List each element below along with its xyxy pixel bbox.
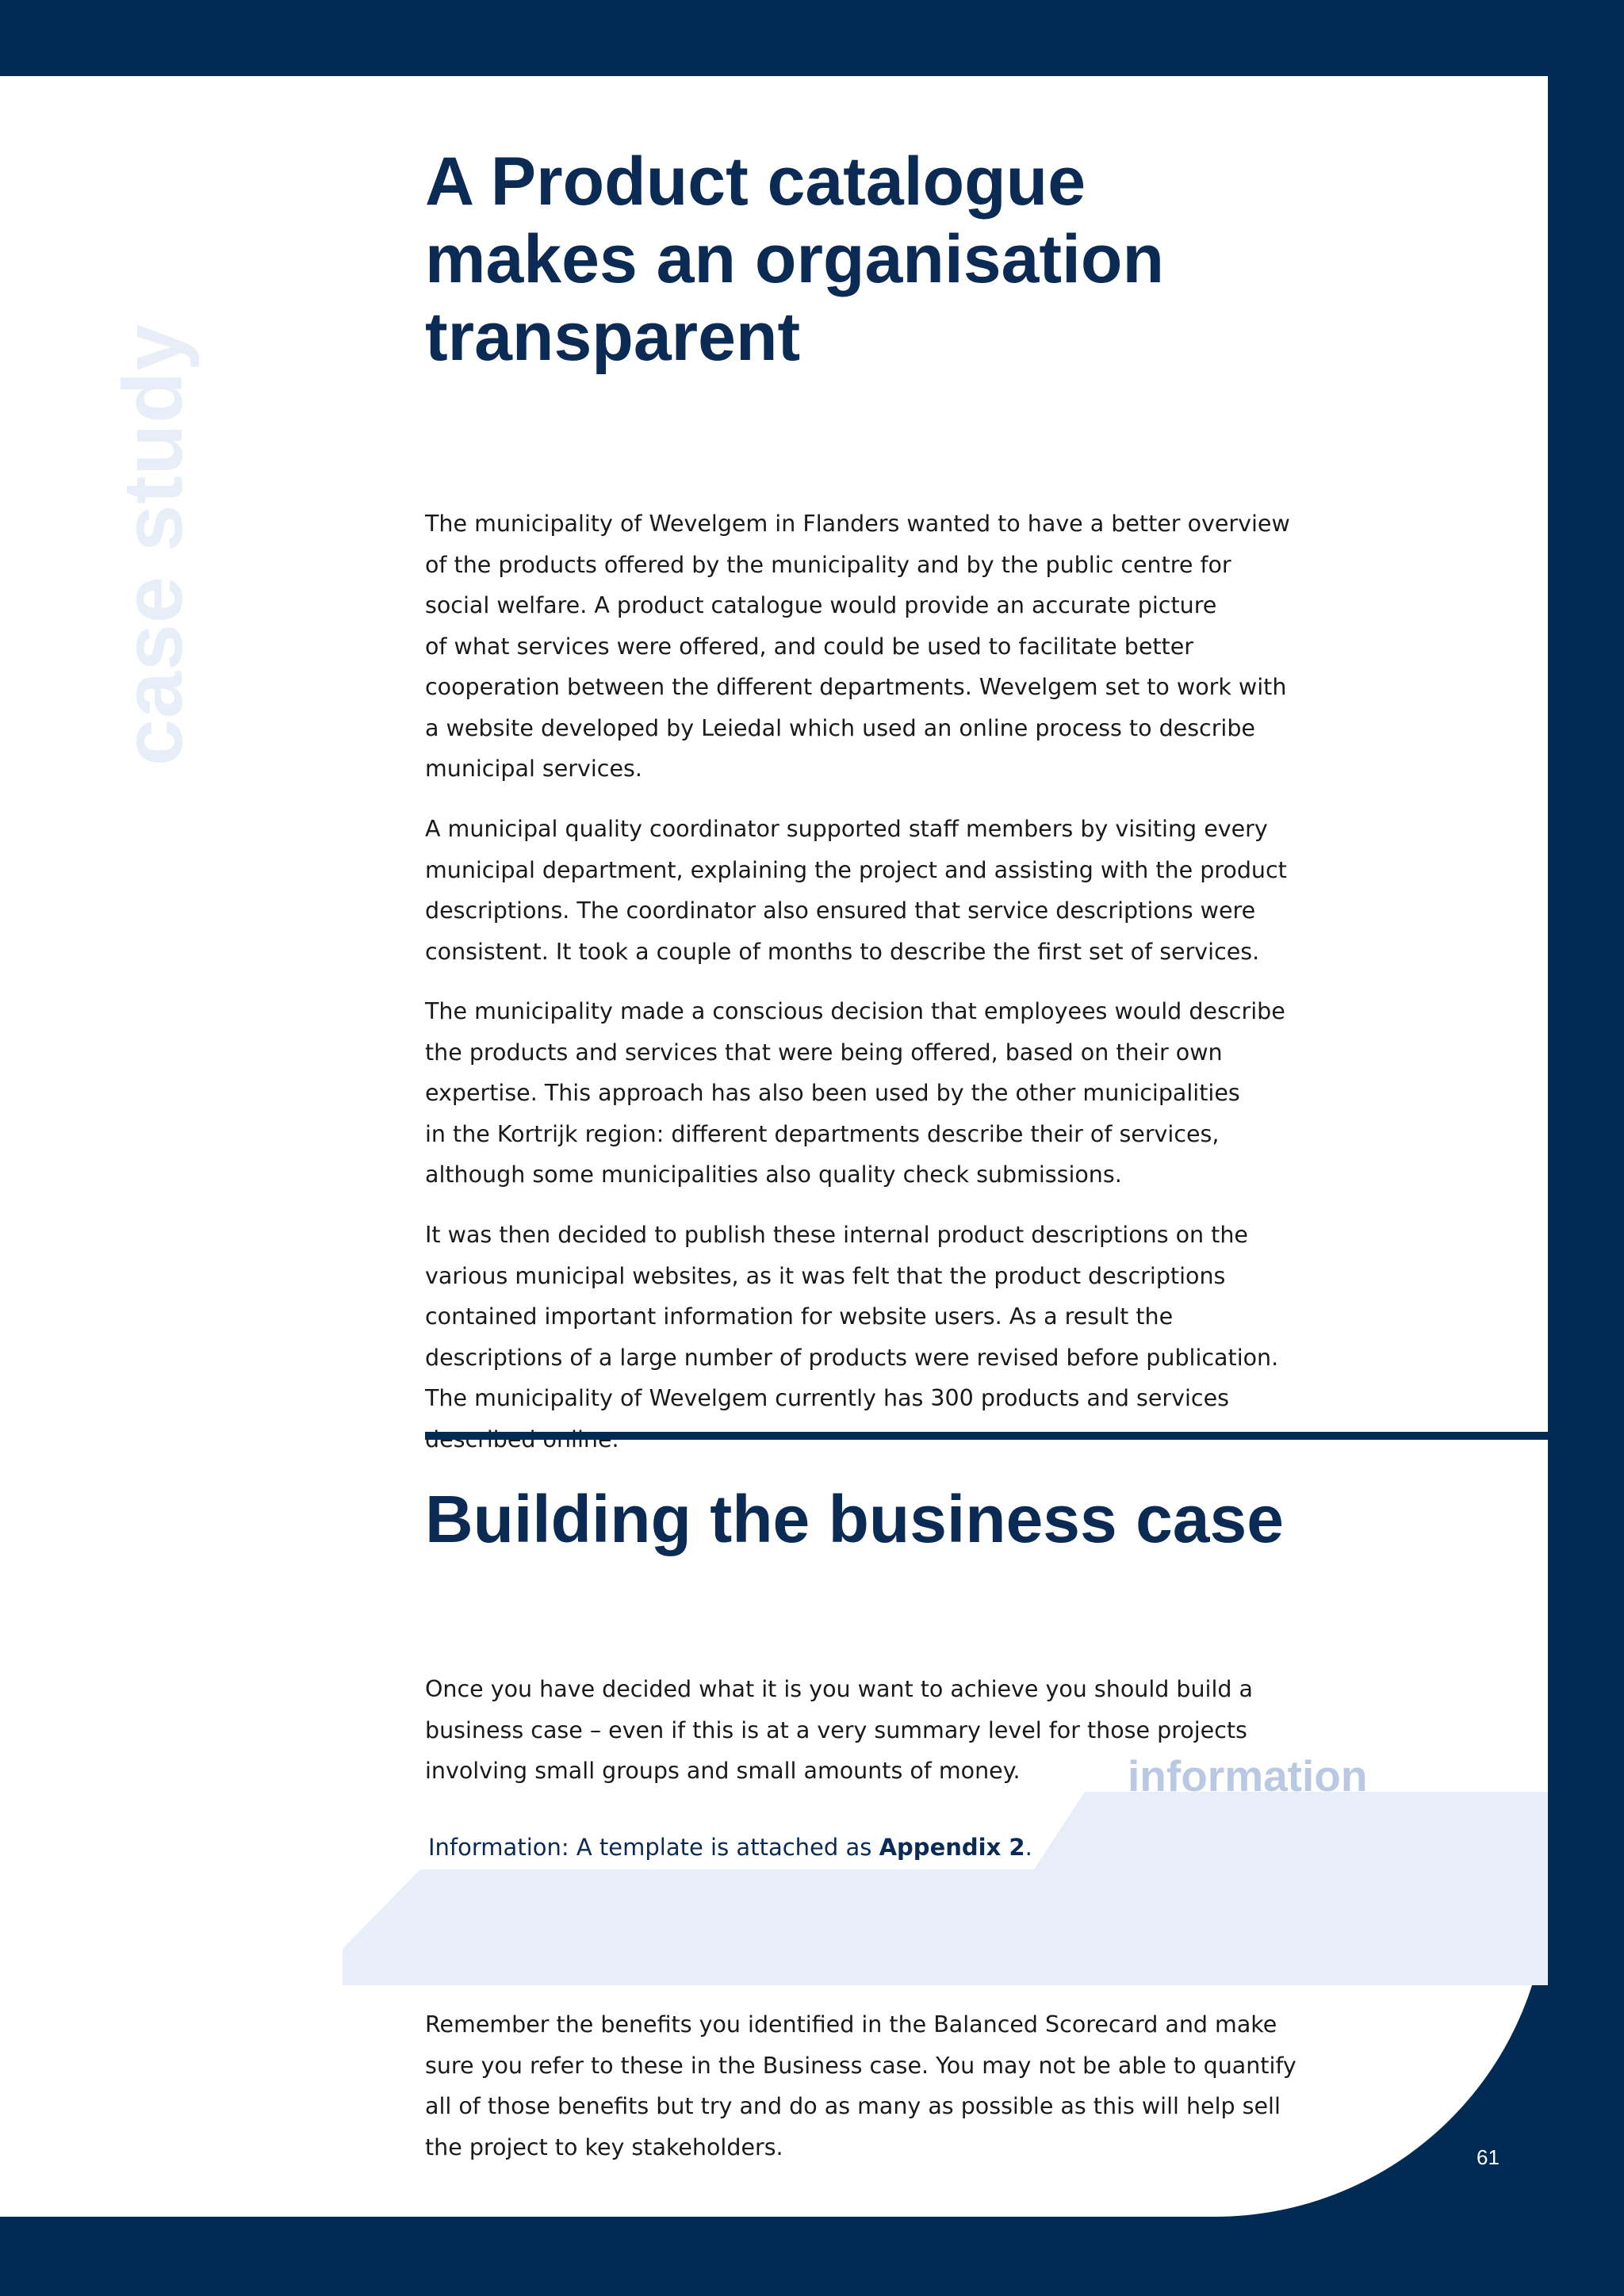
title-line: transparent: [425, 299, 801, 375]
info-box-text: [428, 1831, 1032, 1863]
text-line: in the Kortrijk region: different departments describe their of services,: [425, 1120, 1220, 1147]
bottom-band: [0, 2217, 1624, 2296]
title-line: makes an organisation: [425, 221, 1164, 297]
text-line: the project to key stakeholders.: [425, 2133, 783, 2160]
text-line: of what services were offered, and could be used to facilitate better: [425, 633, 1193, 660]
text-line: descriptions of a large number of products were revised before publication.: [425, 1344, 1279, 1371]
business-case-heading: Building the business case: [425, 1482, 1284, 1556]
text-line: all of those benefits but try and do as many as possible as this will help sell: [425, 2093, 1281, 2119]
text-line: of the products offered by the municipality and by the public centre for: [425, 551, 1231, 578]
text-line: the products and services that were being offered, based on their own: [425, 1039, 1223, 1066]
text-line: municipal services.: [425, 756, 642, 782]
text-line: involving small groups and small amounts of money.: [425, 1758, 1021, 1784]
text-line: sure you refer to these in the Business case. You may not be able to quantify: [425, 2052, 1297, 2079]
text-line: municipal department, explaining the project and assisting with the product: [425, 856, 1287, 883]
information-tab-label: information: [1128, 1751, 1368, 1800]
text-line: expertise. This approach has also been used by the other municipalities: [425, 1080, 1240, 1106]
text-line: business case – even if this is at a very summary level for those projects: [425, 1716, 1247, 1743]
text-line: various municipal websites, as it was felt that the product descriptions: [425, 1262, 1226, 1289]
business-case-closing: [425, 2004, 1305, 2168]
text-line: A municipal quality coordinator supported staff members by visiting every: [425, 816, 1268, 842]
title-line: A Product catalogue: [425, 144, 1086, 220]
text-line: consistent. It took a couple of months to describe the first set of services.: [425, 938, 1260, 965]
appendix-reference: Appendix 2: [879, 1834, 1025, 1861]
info-text-prefix: Information: A template is attached as: [428, 1834, 879, 1861]
info-text-suffix: .: [1025, 1834, 1032, 1861]
text-line: descriptions. The coordinator also ensured that service descriptions were: [425, 897, 1256, 924]
text-line: Once you have decided what it is you want to achieve you should build a: [425, 1676, 1253, 1702]
text-line: although some municipalities also quality check submissions.: [425, 1161, 1122, 1188]
text-line: a website developed by Leiedal which used an online process to describe: [425, 714, 1255, 741]
text-line: It was then decided to publish these internal product descriptions on the: [425, 1222, 1248, 1248]
text-line: social welfare. A product catalogue would provide an accurate picture: [425, 592, 1217, 618]
page-number: 61: [1477, 2145, 1500, 2169]
text-line: contained important information for website users. As a result the: [425, 1303, 1174, 1330]
text-line: cooperation between the different departments. Wevelgem set to work with: [425, 674, 1287, 700]
text-line: The municipality of Wevelgem currently has 300 products and services: [425, 1385, 1229, 1411]
text-line: The municipality of Wevelgem in Flanders wanted to have a better overview: [425, 511, 1290, 537]
info-box-background: [343, 1792, 1548, 1985]
case-study-side-label: case study: [106, 323, 200, 766]
text-line: The municipality made a conscious decision that employees would describe: [425, 998, 1285, 1024]
text-line: Remember the benefits you identified in the Balanced Scorecard and make: [425, 2011, 1277, 2038]
